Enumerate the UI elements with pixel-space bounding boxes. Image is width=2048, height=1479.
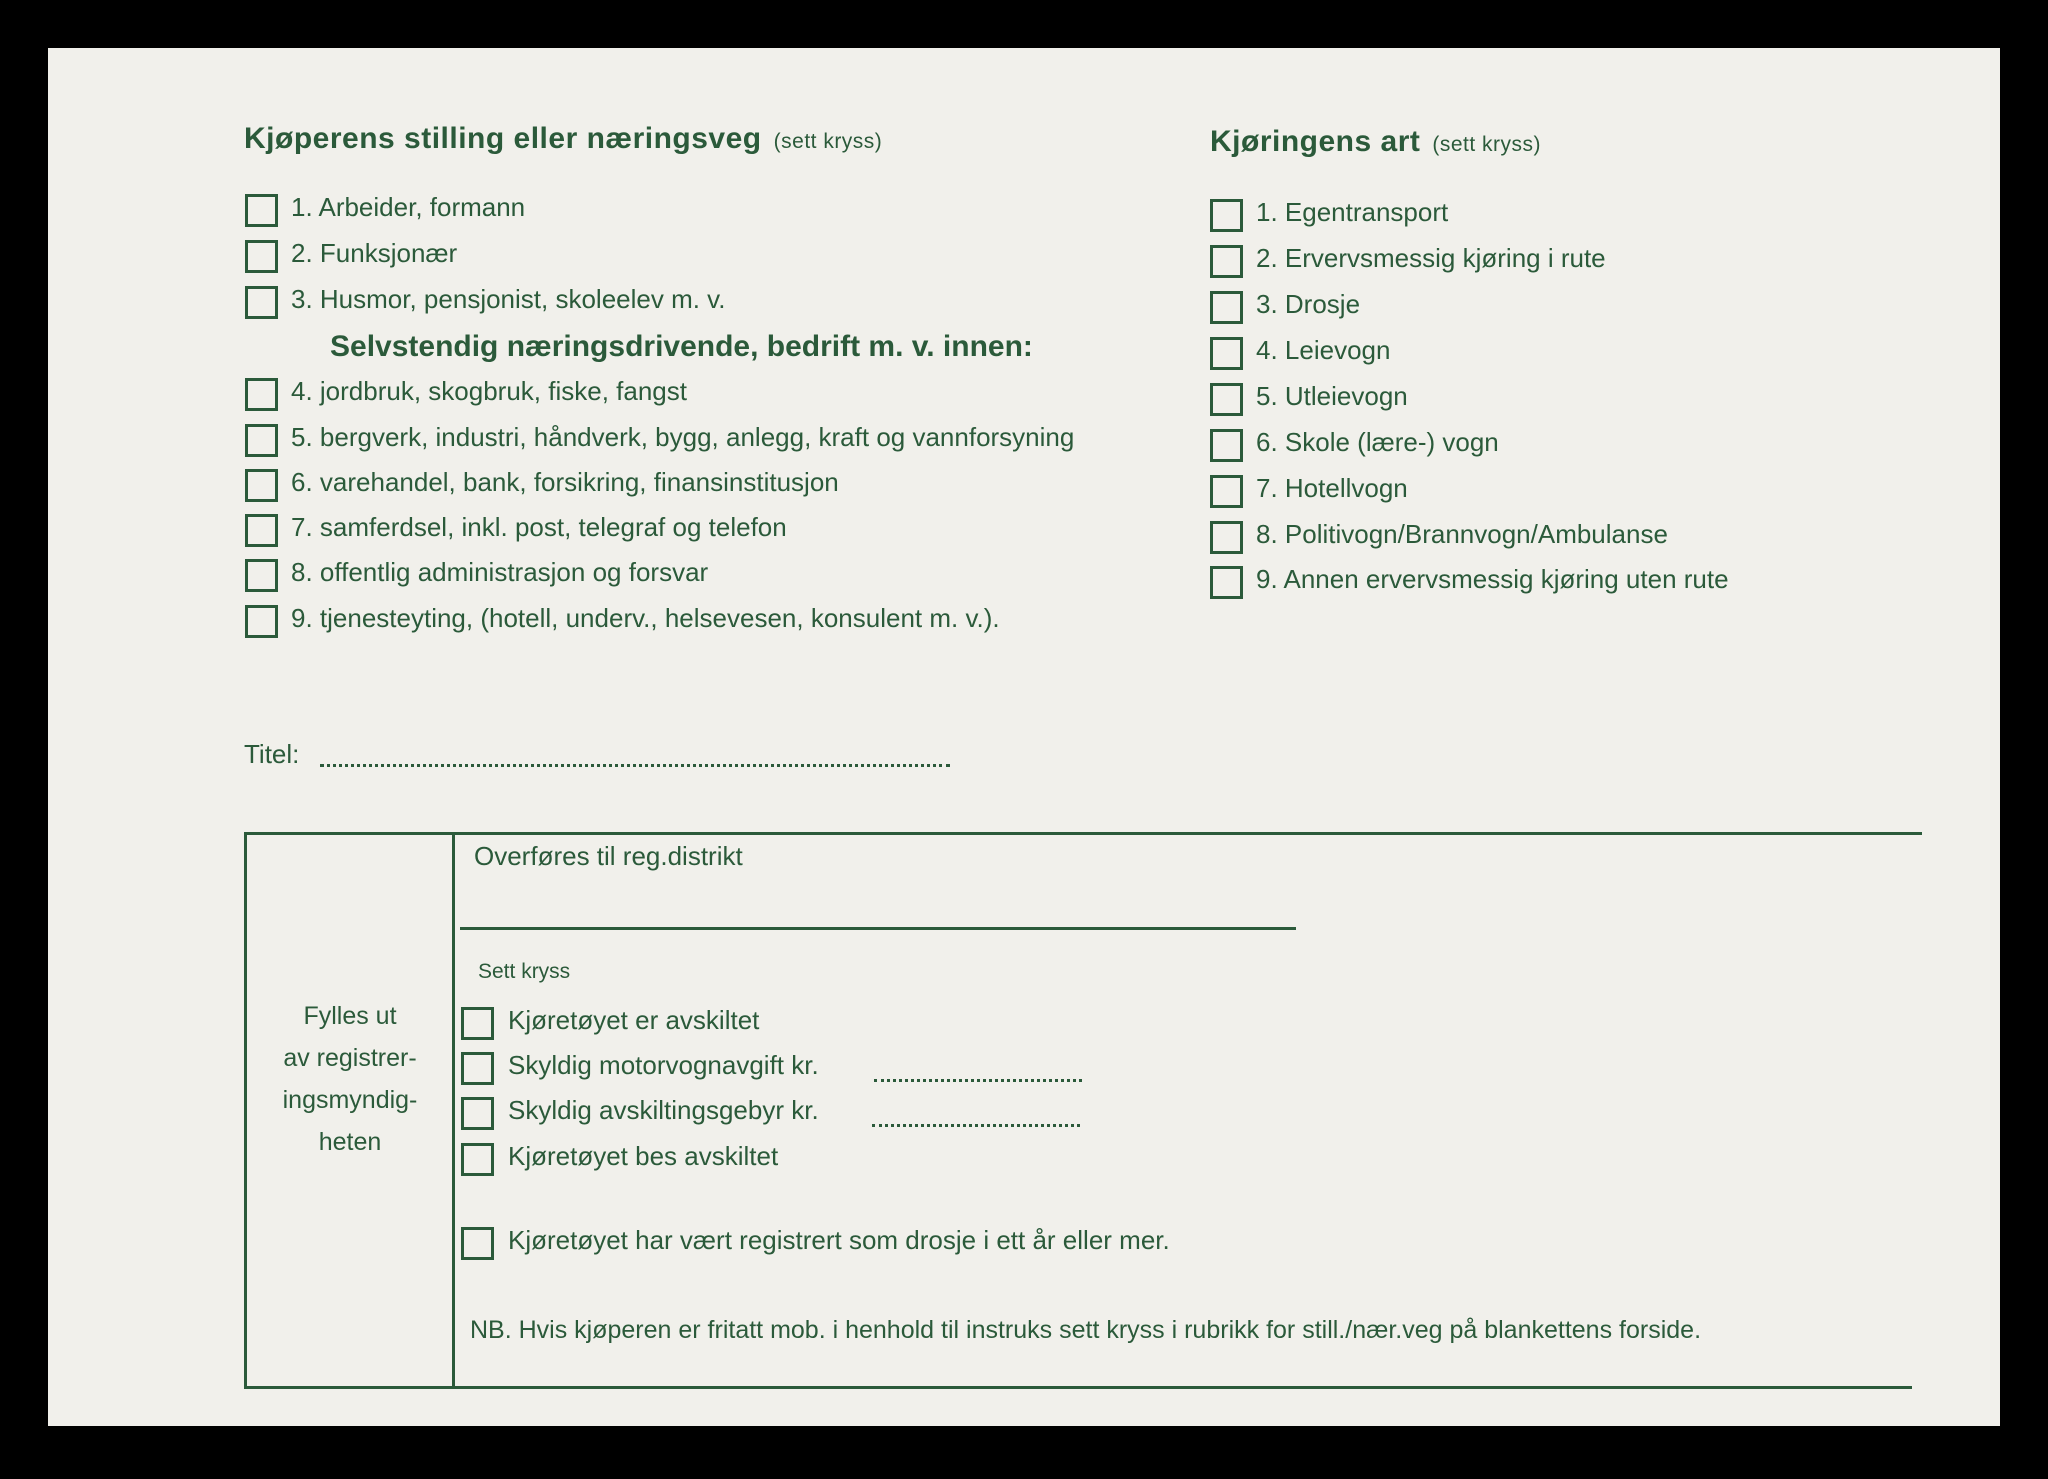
left-section-title: Kjøperens stilling eller næringsveg [244,122,762,155]
request-deregistration-checkbox[interactable] [461,1143,494,1176]
side-label-line-3: ingsmyndig- [282,1086,418,1114]
title-field-line[interactable] [320,764,950,767]
request-deregistration-label: Kjøretøyet bes avskiltet [508,1141,779,1171]
occupation-8-checkbox[interactable] [245,559,278,592]
driving-type-9-label: 9. Annen ervervsmessig kjøring uten rute [1256,564,1729,594]
driving-type-7-label: 7. Hotellvogn [1256,473,1408,503]
occupation-4-checkbox[interactable] [245,378,278,411]
occupation-9-label: 9. tjenesteyting, (hotell, underv., helsevesen, konsulent m. v.). [291,603,1000,633]
driving-type-1-label: 1. Egentransport [1256,197,1449,227]
vehicle-tax-amount-field[interactable] [874,1079,1082,1082]
transfer-district-line[interactable] [460,927,1296,930]
taxi-registered-checkbox[interactable] [461,1227,494,1260]
authority-side-label [252,995,448,1163]
authority-box-bottom-rule [244,1386,1912,1389]
occupation-5-checkbox[interactable] [245,424,278,457]
driving-type-9-checkbox[interactable] [1210,566,1243,599]
driving-type-1-checkbox[interactable] [1210,199,1243,232]
driving-type-6-checkbox[interactable] [1210,429,1243,462]
deregistration-fee-label: Skyldig avskiltingsgebyr kr. [508,1095,819,1125]
driving-type-3-label: 3. Drosje [1256,289,1361,319]
right-section-hint: (sett kryss) [1432,133,1542,156]
driving-type-8-label: 8. Politivogn/Brannvogn/Ambulanse [1256,519,1668,549]
right-section-heading [1210,125,1541,159]
taxi-registered-label: Kjøretøyet har vært registrert som drosje i ett år eller mer. [508,1225,1170,1255]
occupation-7-label: 7. samferdsel, inkl. post, telegraf og telefon [291,512,787,542]
occupation-4-label: 4. jordbruk, skogbruk, fiske, fangst [291,376,687,406]
occupation-5-label: 5. bergverk, industri, håndverk, bygg, anlegg, kraft og vannforsyning [291,422,1075,452]
deregistered-label: Kjøretøyet er avskiltet [508,1005,760,1035]
deregistration-fee-checkbox[interactable] [461,1097,494,1130]
title-field-label: Titel: [244,739,300,769]
check-hint: Sett kryss [478,960,571,983]
occupation-2-checkbox[interactable] [245,240,278,273]
occupation-9-checkbox[interactable] [245,605,278,638]
deregistered-checkbox[interactable] [461,1007,494,1040]
occupation-8-label: 8. offentlig administrasjon og forsvar [291,557,709,587]
authority-box-left-rule [244,832,247,1388]
side-label-line-4: heten [318,1128,382,1156]
nb-note: NB. Hvis kjøperen er fritatt mob. i henhold til instruks sett kryss i rubrikk for still./nær.veg på blankettens forside. [470,1316,1702,1344]
transfer-district-label: Overføres til reg.distrikt [474,841,743,871]
vehicle-tax-label: Skyldig motorvognavgift kr. [508,1050,819,1080]
driving-type-8-checkbox[interactable] [1210,521,1243,554]
driving-type-4-checkbox[interactable] [1210,337,1243,370]
occupation-3-checkbox[interactable] [245,286,278,319]
driving-type-2-label: 2. Ervervsmessig kjøring i rute [1256,243,1606,273]
side-label-line-2: av registrer- [283,1044,417,1072]
occupation-2-label: 2. Funksjonær [291,238,458,268]
occupation-6-checkbox[interactable] [245,469,278,502]
occupation-7-checkbox[interactable] [245,514,278,547]
occupation-3-label: 3. Husmor, pensjonist, skoleelev m. v. [291,284,726,314]
driving-type-2-checkbox[interactable] [1210,245,1243,278]
driving-type-7-checkbox[interactable] [1210,475,1243,508]
self-employed-subheading: Selvstendig næringsdrivende, bedrift m. v. innen: [330,330,1033,363]
occupation-1-label: 1. Arbeider, formann [291,192,526,222]
authority-box-divider [452,835,455,1388]
driving-type-3-checkbox[interactable] [1210,291,1243,324]
left-section-heading [244,122,882,156]
side-label-line-1: Fylles ut [303,1002,397,1030]
authority-box-top-rule [246,832,1922,835]
driving-type-5-checkbox[interactable] [1210,383,1243,416]
vehicle-tax-checkbox[interactable] [461,1052,494,1085]
occupation-6-label: 6. varehandel, bank, forsikring, finansinstitusjon [291,467,839,497]
deregistration-fee-amount-field[interactable] [872,1124,1080,1127]
driving-type-5-label: 5. Utleievogn [1256,381,1408,411]
right-section-title: Kjøringens art [1210,125,1421,158]
occupation-1-checkbox[interactable] [245,194,278,227]
driving-type-6-label: 6. Skole (lære-) vogn [1256,427,1499,457]
driving-type-4-label: 4. Leievogn [1256,335,1391,365]
left-section-hint: (sett kryss) [773,130,883,153]
